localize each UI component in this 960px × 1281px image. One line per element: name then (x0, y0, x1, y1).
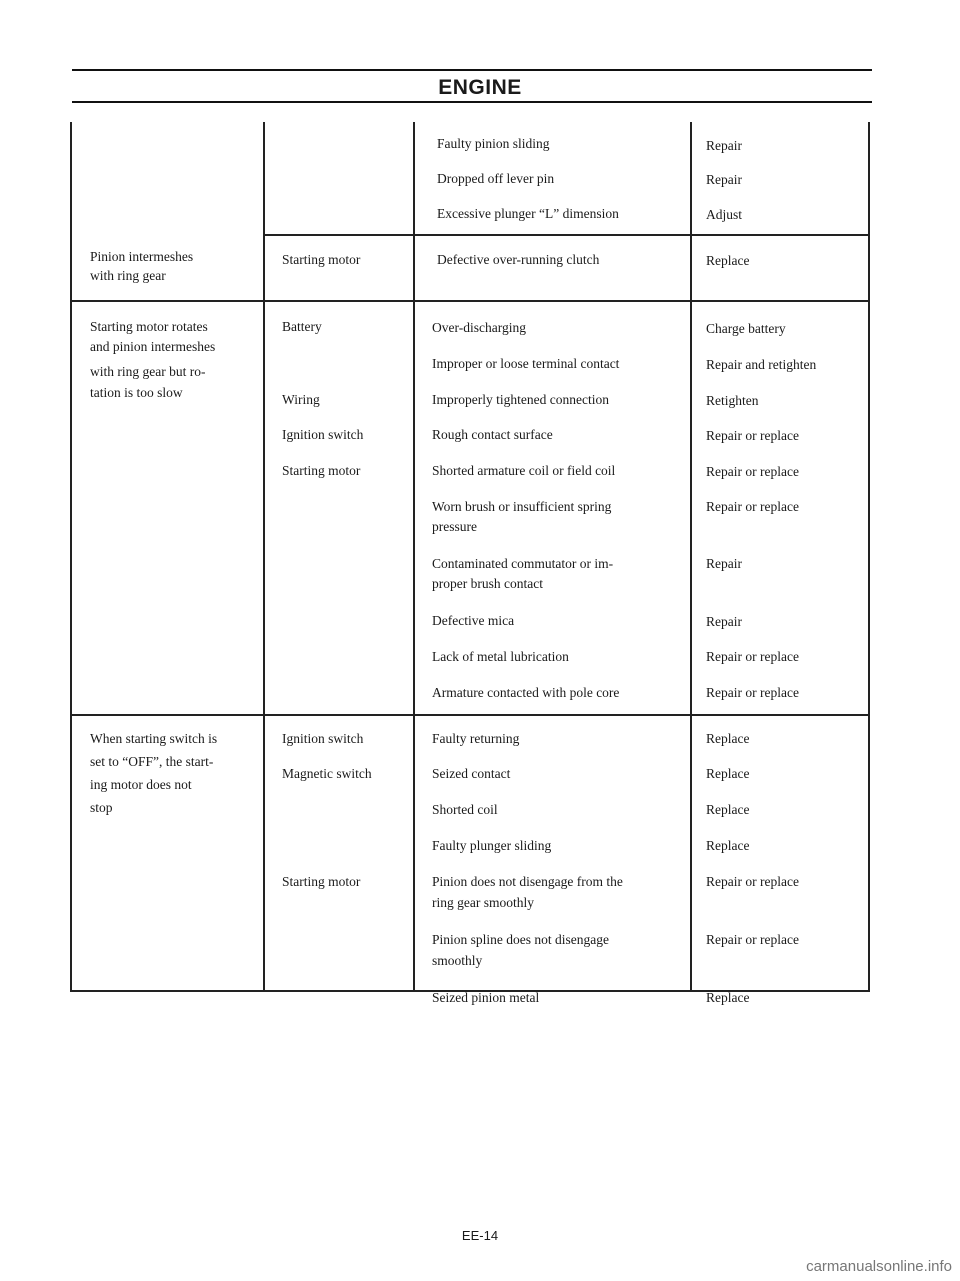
cause-cell: Shorted coil (432, 802, 498, 817)
condition-line: ing motor does not (90, 777, 192, 792)
row-separator-sub (263, 234, 870, 236)
remedy-cell: Repair or replace (706, 499, 799, 514)
cause-cell: Rough contact surface (432, 427, 553, 442)
remedy-cell: Repair or replace (706, 464, 799, 479)
cause-cell: Defective mica (432, 613, 515, 628)
cause-cell: Improper or loose terminal contact (432, 356, 620, 371)
cause-cell: Shorted armature coil or field coil (432, 463, 616, 478)
source-cell: Starting motor (282, 874, 361, 889)
remedy-cell: Repair or replace (706, 428, 799, 443)
cause-cell: Pinion spline does not disengage (432, 932, 609, 947)
condition-line: with ring gear (90, 268, 166, 283)
remedy-cell: Replace (706, 990, 750, 1005)
watermark: carmanualsonline.info (806, 1258, 952, 1275)
section-separator-2 (70, 714, 870, 716)
cause-cell: Faulty returning (432, 731, 520, 746)
cause-cell: proper brush contact (432, 576, 543, 591)
table-right-border (868, 122, 870, 992)
cause-cell: pressure (432, 519, 477, 534)
remedy-cell: Repair (706, 556, 742, 571)
remedy-cell: Replace (706, 731, 750, 746)
remedy-cell: Replace (706, 253, 750, 268)
remedy-cell: Replace (706, 802, 750, 817)
source-cell: Starting motor (282, 252, 361, 267)
condition-line: set to “OFF”, the start- (90, 754, 214, 769)
remedy-cell: Adjust (706, 207, 743, 222)
remedy-cell: Retighten (706, 393, 759, 408)
remedy-cell: Replace (706, 838, 750, 853)
remedy-cell: Repair or replace (706, 932, 799, 947)
cause-cell: Pinion does not disengage from the (432, 874, 623, 889)
remedy-cell: Repair (706, 138, 742, 153)
remedy-cell: Repair (706, 614, 742, 629)
cause-cell: Over-discharging (432, 320, 526, 335)
table-divider-2 (413, 122, 415, 992)
page-title: ENGINE (438, 76, 522, 99)
remedy-cell: Repair or replace (706, 685, 799, 700)
remedy-cell: Repair or replace (706, 649, 799, 664)
source-cell: Ignition switch (282, 731, 364, 746)
cause-cell: ring gear smoothly (432, 895, 534, 910)
cause-cell: smoothly (432, 953, 483, 968)
source-cell: Ignition switch (282, 427, 364, 442)
table-divider-3 (690, 122, 692, 992)
source-cell: Battery (282, 319, 322, 334)
cause-cell: Dropped off lever pin (437, 171, 555, 186)
condition-line: When starting switch is (90, 731, 218, 746)
condition-line: Starting motor rotates (90, 319, 208, 334)
cause-cell: Faulty plunger sliding (432, 838, 552, 853)
cause-cell: Seized pinion metal (432, 990, 540, 1005)
cause-cell: Defective over-running clutch (437, 252, 600, 267)
source-cell: Wiring (282, 392, 320, 407)
table-divider-1 (263, 122, 265, 992)
condition-line: and pinion intermeshes (90, 339, 216, 354)
cause-cell: Seized contact (432, 766, 511, 781)
remedy-cell: Repair (706, 172, 742, 187)
cause-cell: Excessive plunger “L” dimension (437, 206, 619, 221)
remedy-cell: Charge battery (706, 321, 786, 336)
section-separator-1 (70, 300, 870, 302)
cause-cell: Worn brush or insufficient spring (432, 499, 612, 514)
cause-cell: Faulty pinion sliding (437, 136, 550, 151)
cause-cell: Armature contacted with pole core (432, 685, 620, 700)
remedy-cell: Replace (706, 766, 750, 781)
cause-cell: Improperly tightened connection (432, 392, 609, 407)
header-top-rule (72, 69, 872, 71)
remedy-cell: Repair and retighten (706, 357, 817, 372)
condition-line: with ring gear but ro- (90, 364, 206, 379)
remedy-cell: Repair or replace (706, 874, 799, 889)
source-cell: Starting motor (282, 463, 361, 478)
condition-line: stop (90, 800, 113, 815)
condition-line: Pinion intermeshes (90, 249, 194, 264)
cause-cell: Lack of metal lubrication (432, 649, 569, 664)
cause-cell: Contaminated commutator or im- (432, 556, 614, 571)
table-left-border (70, 122, 72, 992)
condition-line: tation is too slow (90, 385, 183, 400)
source-cell: Magnetic switch (282, 766, 372, 781)
header-bottom-rule (72, 101, 872, 103)
page-number: EE-14 (461, 1228, 499, 1243)
